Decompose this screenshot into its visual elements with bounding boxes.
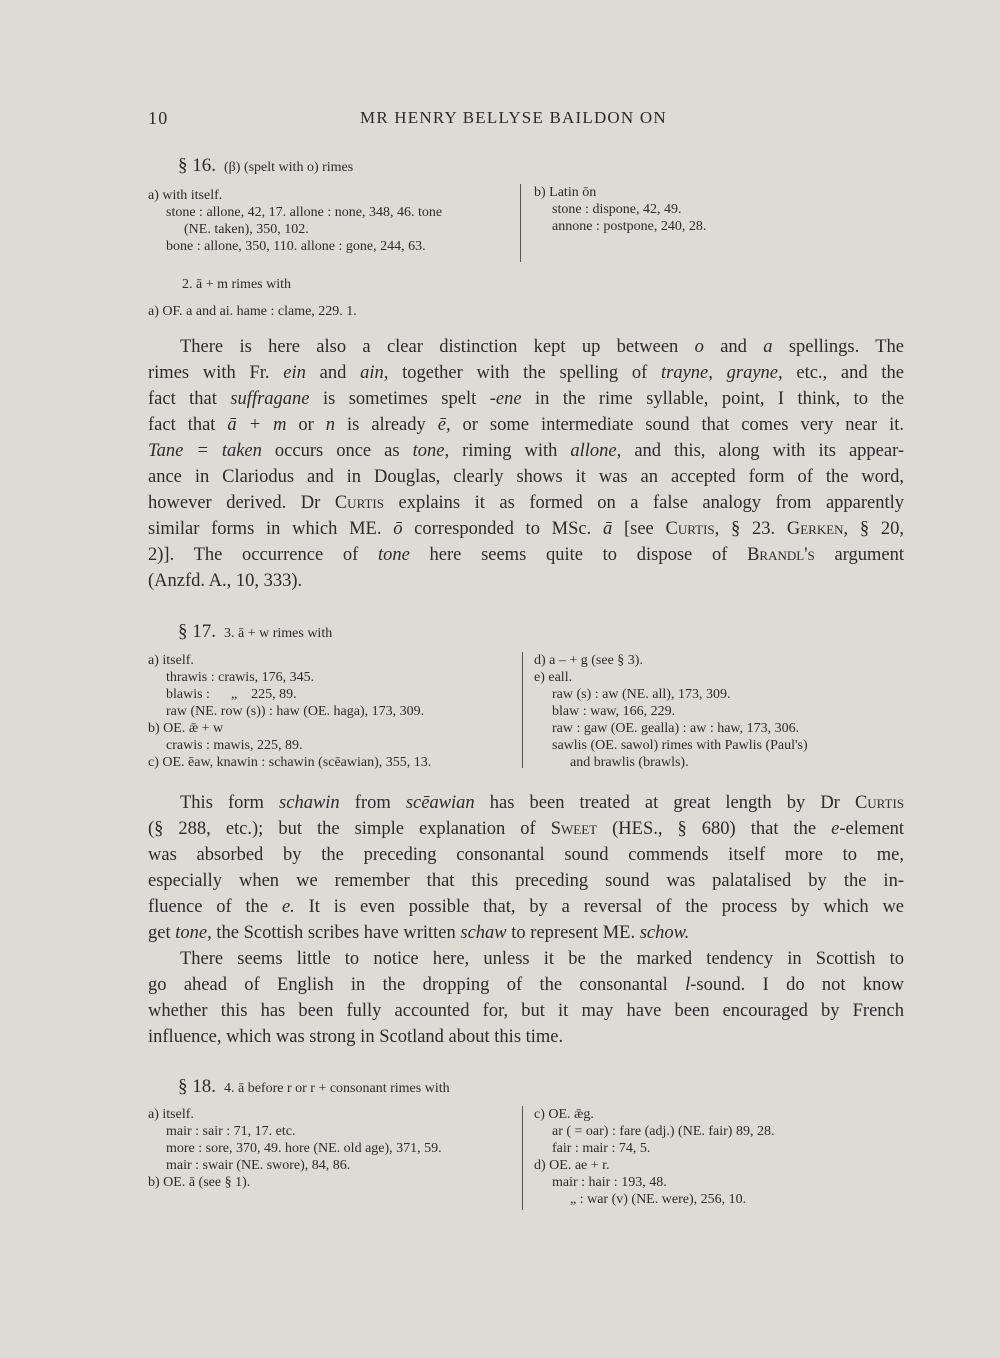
- rime-line: fair : mair : 74, 5.: [552, 1141, 651, 1156]
- rime-line: more : sore, 370, 49. hore (NE. old age), 371, 59.: [166, 1141, 442, 1156]
- text-line: similar forms in which ME. ō corresponded to MSc. ā [see Curtis, § 23. Gerken, § 20,: [148, 519, 905, 539]
- rime-line: stone : allone, 42, 17. allone : none, 348, 46. tone: [166, 205, 443, 220]
- text-line: get tone, the Scottish scribes have written schaw to represent ME. schow.: [148, 923, 690, 943]
- rime-line: thrawis : crawis, 176, 345.: [166, 670, 315, 685]
- rime-line: „ : war (v) (NE. were), 256, 10.: [570, 1192, 747, 1207]
- text-line: whether this has been fully accounted for, but it may have been encouraged by French: [148, 1001, 904, 1021]
- section-16-left-column: [148, 187, 442, 255]
- rime-line: sawlis (OE. sawol) rimes with Pawlis (Paul's): [552, 738, 808, 753]
- text-line: This form schawin from scēawian has been treated at great length by Dr Curtis: [180, 793, 905, 813]
- text-line: influence, which was strong in Scotland about this time.: [148, 1027, 564, 1047]
- section-title: (β) (spelt with o) rimes: [224, 160, 354, 175]
- text-line: There seems little to notice here, unless it be the marked tendency in Scottish to: [180, 949, 904, 969]
- rime-line: a) itself.: [148, 1107, 194, 1122]
- text-line: fact that ā + m or n is already ē, or some intermediate sound that comes very near it.: [148, 415, 905, 435]
- text-line: rimes with Fr. ein and ain, together with the spelling of trayne, grayne, etc., and the: [148, 363, 904, 383]
- section-title: 3. ā + w rimes with: [224, 626, 333, 641]
- rime-line: raw (s) : aw (NE. all), 173, 309.: [552, 687, 731, 702]
- section-17-right-column: [534, 652, 808, 771]
- rime-line: b) OE. ā (see § 1).: [148, 1175, 251, 1190]
- rime-line: crawis : mawis, 225, 89.: [166, 738, 303, 753]
- paragraph-1: [148, 334, 904, 594]
- text-line: go ahead of English in the dropping of the consonantal l-sound. I do not know: [148, 975, 904, 995]
- section-17-left-column: [148, 652, 431, 771]
- paragraph-2: [148, 790, 904, 946]
- section-18-right-column: [534, 1106, 774, 1208]
- rime-line: a) itself.: [148, 653, 194, 668]
- column-divider: [522, 1106, 523, 1210]
- paragraph-3: [148, 946, 904, 1050]
- rime-line: blaw : waw, 166, 229.: [552, 704, 676, 719]
- text-line: was absorbed by the preceding consonantal sound commends itself more to me,: [148, 845, 904, 865]
- rime-line: and brawlis (brawls).: [570, 755, 689, 770]
- rime-line: b) OE. ǣ + w: [148, 721, 224, 736]
- section-18-left-column: [148, 1106, 442, 1191]
- rime-line: a) with itself.: [148, 188, 223, 203]
- rime-line: mair : swair (NE. swore), 84, 86.: [166, 1158, 351, 1173]
- section-number: § 16.: [178, 155, 216, 176]
- text-line: ance in Clariodus and in Douglas, clearly shows it was an accepted form of the word,: [148, 467, 904, 487]
- section-18-heading: [178, 1078, 450, 1097]
- section-16-heading: [178, 157, 353, 176]
- rime-line: mair : hair : 193, 48.: [552, 1175, 667, 1190]
- text-line: fact that suffragane is sometimes spelt -ene in the rime syllable, point, I think, to the: [148, 389, 905, 409]
- section-title: 4. ā before r or r + consonant rimes with: [224, 1081, 450, 1096]
- column-divider: [520, 184, 521, 262]
- text-line: fluence of the e. It is even possible that, by a reversal of the process by which we: [148, 897, 905, 917]
- text-line: (§ 288, etc.); but the simple explanation of Sweet (HES., § 680) that the e-element: [148, 819, 905, 839]
- rime-line: d) a – + g (see § 3).: [534, 653, 643, 668]
- text-line: especially when we remember that this preceding sound was palatalised by the in-: [148, 871, 904, 891]
- page-number: 10: [148, 108, 169, 128]
- section-number: § 17.: [178, 621, 216, 642]
- section-17-heading: [178, 623, 332, 642]
- column-divider: [522, 652, 523, 768]
- rime-line: bone : allone, 350, 110. allone : gone, 244, 63.: [166, 239, 426, 254]
- rime-line: blawis : „ 225, 89.: [166, 687, 297, 702]
- rime-line: c) OE. ēaw, knawin : schawin (scēawian), 355, 13.: [148, 755, 432, 770]
- text-line: (Anzfd. A., 10, 333).: [148, 571, 303, 591]
- rime-line: annone : postpone, 240, 28.: [552, 219, 707, 234]
- text-line: There is here also a clear distinction kept up between o and a spellings. The: [180, 337, 904, 357]
- rime-line: stone : dispone, 42, 49.: [552, 202, 682, 217]
- section-16-right-column: [534, 184, 706, 235]
- rime-line: mair : sair : 71, 17. etc.: [166, 1124, 296, 1139]
- rime-line: raw (NE. row (s)) : haw (OE. haga), 173, 309.: [166, 704, 425, 719]
- rime-line: ar ( = oar) : fare (adj.) (NE. fair) 89, 28.: [552, 1124, 775, 1139]
- rime-line: d) OE. ae + r.: [534, 1158, 610, 1173]
- rime-line: c) OE. ǣg.: [534, 1107, 594, 1122]
- subsection-2-heading: 2. ā + m rimes with: [182, 277, 291, 292]
- running-title: MR HENRY BELLYSE BAILDON ON: [360, 108, 667, 127]
- text-line: Tane = taken occurs once as tone, riming with allone, and this, along with its appear-: [148, 441, 905, 461]
- rime-line: (NE. taken), 350, 102.: [184, 222, 309, 237]
- subsection-2-line: a) OF. a and ai. hame : clame, 229. 1.: [148, 304, 357, 319]
- rime-line: e) eall.: [534, 670, 573, 685]
- rime-line: raw : gaw (OE. gealla) : aw : haw, 173, 306.: [552, 721, 800, 736]
- rime-line: b) Latin ōn: [534, 185, 597, 200]
- section-number: § 18.: [178, 1076, 216, 1097]
- text-line: however derived. Dr Curtis explains it as formed on a false analogy from apparently: [148, 493, 905, 513]
- text-line: 2)]. The occurrence of tone here seems quite to dispose of Brandl's argument: [148, 545, 904, 565]
